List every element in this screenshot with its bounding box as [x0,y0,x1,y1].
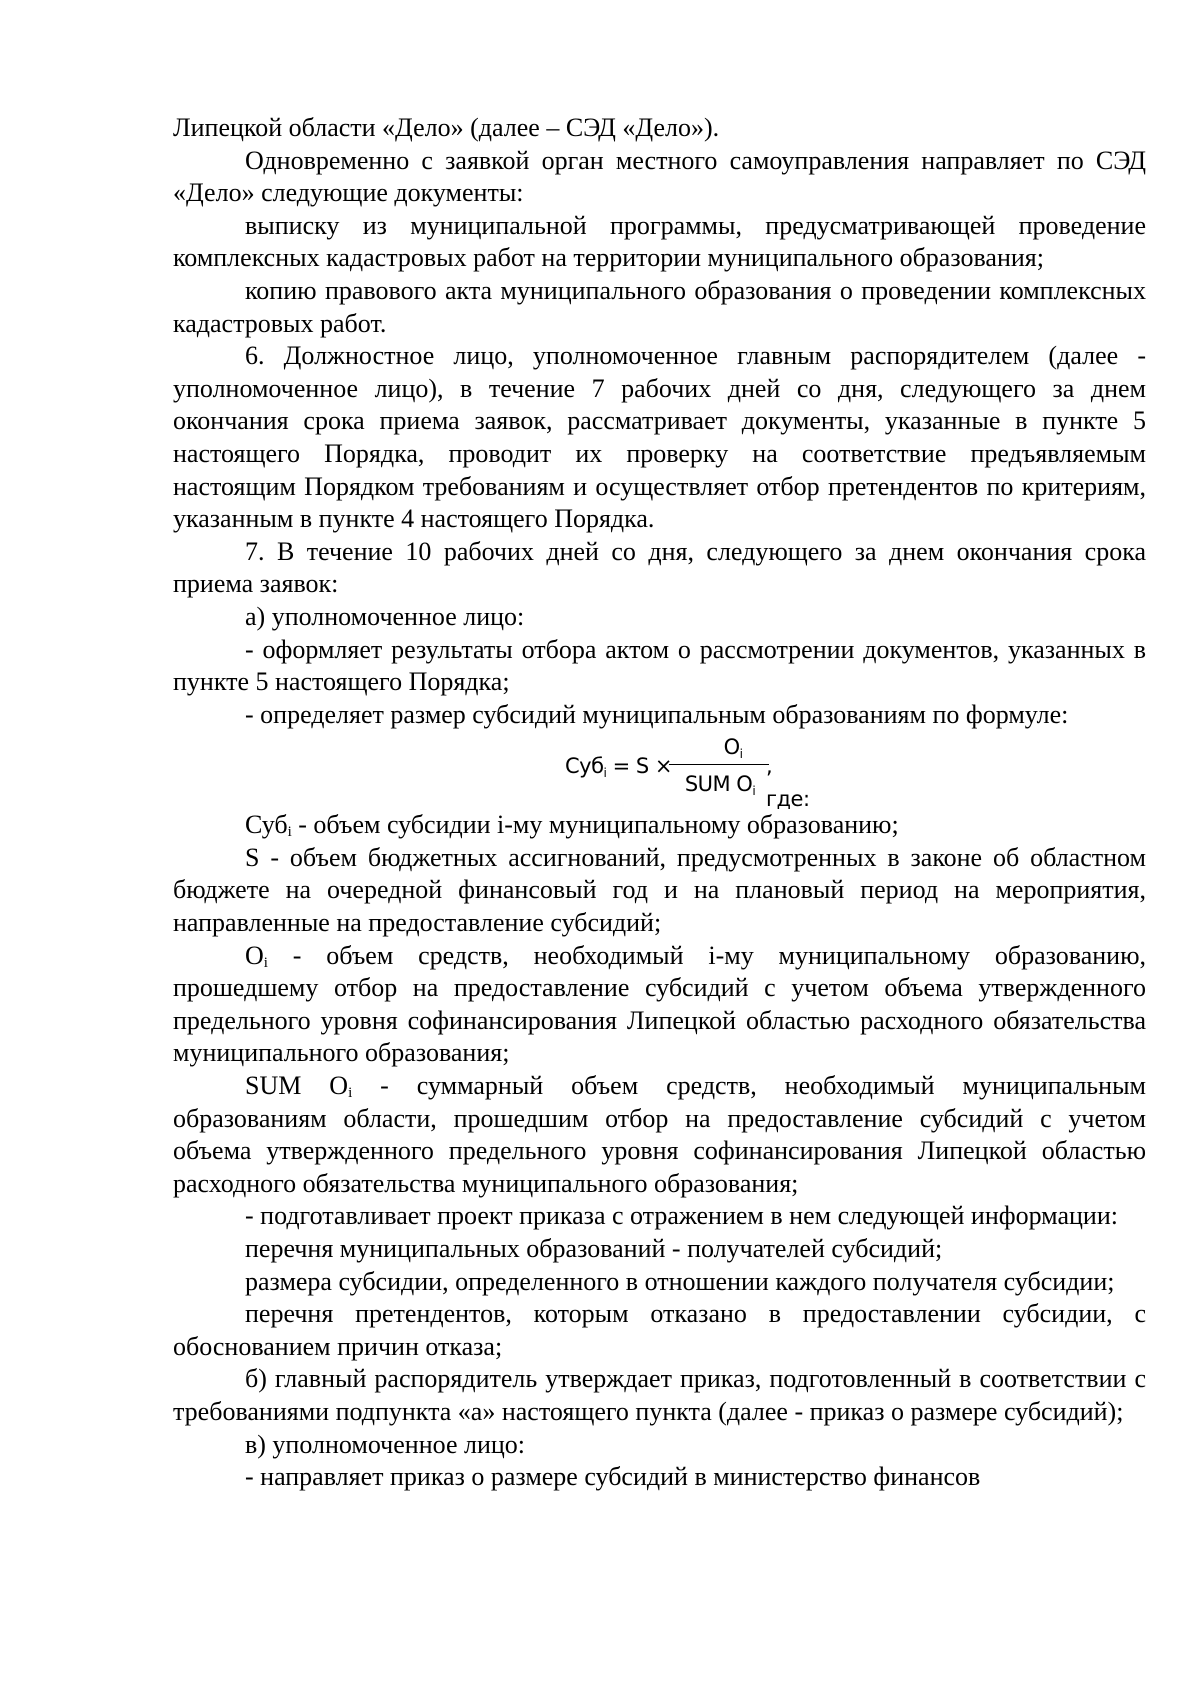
paragraph: - направляет приказ о размере субсидий в министерство финансов [245,1462,981,1492]
formula-denominator-symbol: SUM O [684,772,753,797]
document-page [173,112,1146,1494]
term-index: i [287,824,292,841]
term-definition: - объем субсидии i-му муниципальному образованию; [291,810,899,840]
paragraph: размера субсидии, определенного в отношении каждого получателя субсидии; [245,1266,1115,1296]
term-symbol: Суб [245,810,288,840]
fraction-bar [669,764,769,765]
paragraph: S - объем бюджетных ассигнований, предусмотренных в законе об областном бюджете на очередной финансовый год и на плановый период на мероприятия, направленные на предоставление субсидий; [173,842,1146,938]
paragraph: 7. В течение 10 рабочих дней со дня, следующего за днем окончания срока приема заявок: [173,536,1146,599]
paragraph [173,809,1146,842]
paragraph: перечня муниципальных образований - получателей субсидий; [245,1234,943,1263]
paragraph: а) уполномоченное лицо: [245,601,525,631]
paragraph: б) главный распорядитель утверждает приказ, подготовленный в соответствии с требованиями подпункта «а» настоящего пункта (далее - приказ о размере субсидий); [173,1364,1146,1426]
paragraph: - оформляет результаты отбора актом о рассмотрении документов, указанных в пункте 5 настоящего Порядка; [173,634,1146,697]
term-index: i [263,954,268,971]
paragraph: в) уполномоченное лицо: [245,1429,526,1459]
paragraph: Одновременно с заявкой орган местного самоуправления направляет по СЭД «Дело» следующие документы: [173,145,1146,208]
formula-lhs-index: i [603,766,607,781]
term-definition: - объем средств, необходимый i-му муниципальному образованию, прошедшему отбор на предоставление субсидий с учетом объема утвержденного предельного уровня софинансирования Липецкой областью расходного обязательства муниципального образования; [173,940,1146,1068]
term-symbol: O [245,940,264,970]
paragraph: выписку из муниципальной программы, предусматривающей проведение комплексных кадастровых работ на территории муниципального образования; [173,210,1146,273]
formula-denominator [665,768,775,808]
formula-lhs [565,750,672,790]
formula-denominator-index: i [752,784,756,799]
formula-image [565,731,815,809]
paragraph: Липецкой области «Дело» (далее – СЭД «Дело»). [173,113,720,142]
paragraph [173,940,1146,1070]
term-definition: - суммарный объем средств, необходимый муниципальным образованиям области, прошедшим отбор на предоставление субсидий с учетом объема утвержденного предельного уровня софинансирования Липецкой областью расходного обязательства муниципального образования; [173,1071,1146,1198]
paragraph [173,1070,1146,1200]
formula-numerator-index: i [739,747,743,762]
term-index: i [348,1085,353,1102]
term-symbol: SUM O [245,1071,349,1101]
paragraph: - определяет размер субсидий муниципальным образованиям по формуле: [245,699,1069,729]
formula-tail: , где: [766,754,810,811]
formula-numerator-symbol: O [723,735,740,760]
paragraph: - подготавливает проект приказа с отражением в нем следующей информации: [245,1201,1118,1231]
formula-lhs-symbol: Суб [565,754,604,779]
subsidy-formula [173,731,1146,809]
paragraph: 6. Должностное лицо, уполномоченное главным распорядителем (далее - уполномоченное лицо), в течение 7 рабочих дней со дня, следующего за днем окончания срока приема заявок, рассматривает документы, указанные в пункте 5 настоящего Порядка, проводит их проверку на соответствие предъявляемым настоящим Порядком требованиям и осуществляет отбор претендентов по критериям, указанным в пункте 4 настоящего Порядка. [173,341,1146,534]
paragraph: перечня претендентов, которым отказано в предоставлении субсидии, с обоснованием причин отказа; [173,1299,1146,1361]
paragraph: копию правового акта муниципального образования о проведении комплексных кадастровых работ. [173,275,1146,338]
formula-equals-s: = S × [606,754,672,779]
